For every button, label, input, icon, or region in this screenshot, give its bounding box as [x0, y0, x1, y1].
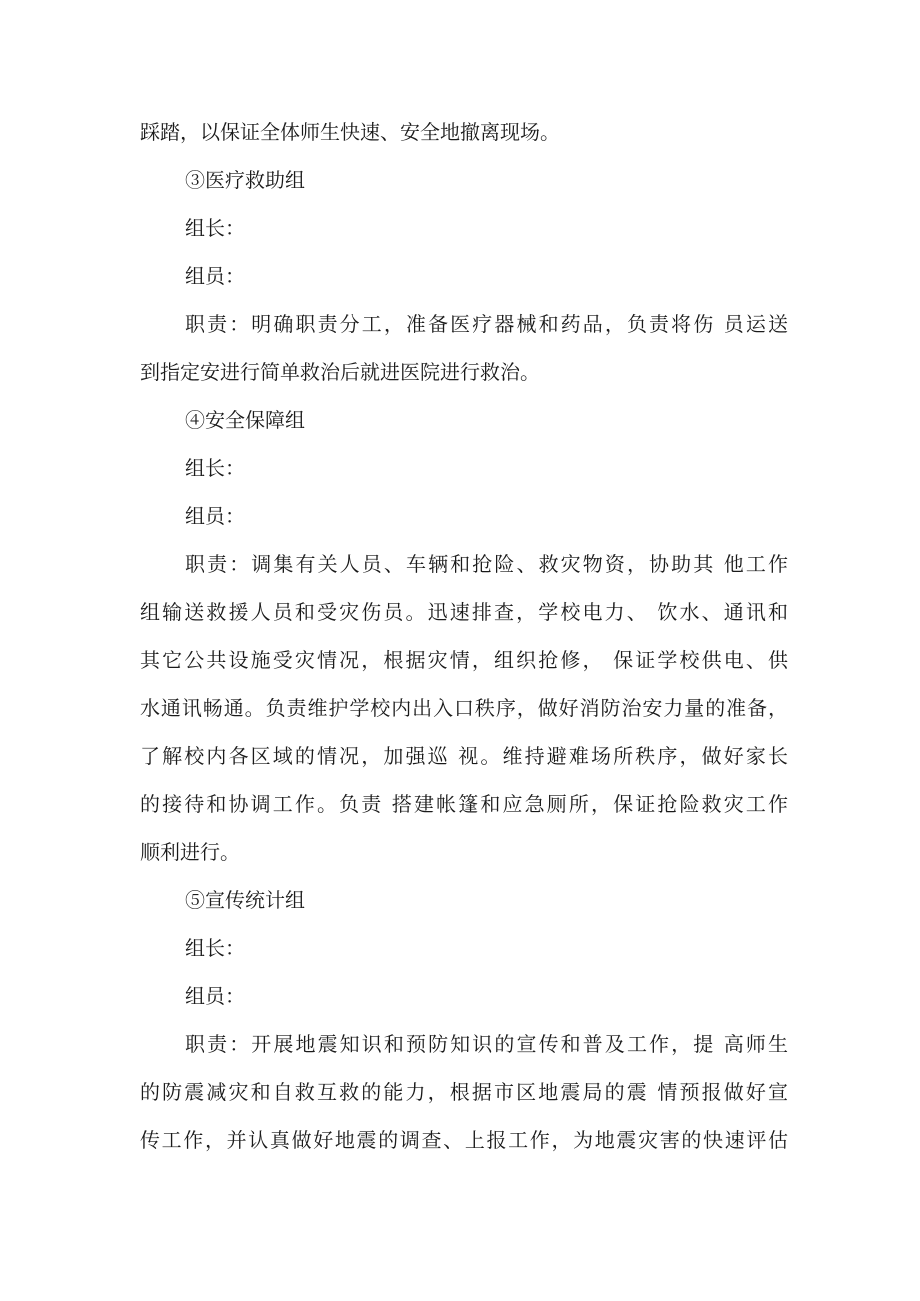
text-line: ④安全保障组: [185, 408, 305, 432]
text-line: 组员：: [185, 984, 245, 1008]
text-line: 其它公共设施受灾情况，根据灾情，组织抢修， 保证学校供电、供: [140, 648, 788, 672]
text-line: 职责：调集有关人员、车辆和抢险、救灾物资，协助其 他工作: [185, 552, 788, 576]
text-line: 的防震减灾和自救互救的能力，根据市区地震局的震 情预报做好宣: [140, 1080, 788, 1104]
text-line: 组长：: [185, 936, 245, 960]
text-line: 组员：: [185, 264, 245, 288]
text-line: 了解校内各区域的情况，加强巡 视。维持避难场所秩序，做好家长: [140, 744, 788, 768]
text-line: 的接待和协调工作。负责 搭建帐篷和应急厕所，保证抢险救灾工作: [140, 792, 788, 816]
text-line: 传工作，并认真做好地震的调查、上报工作，为地震灾害的快速评估: [140, 1128, 788, 1152]
text-line: ③医疗救助组: [185, 168, 305, 192]
text-line: 组输送救援人员和受灾伤员。迅速排查，学校电力、 饮水、通讯和: [140, 600, 788, 624]
text-line: 踩踏，以保证全体师生快速、安全地撤离现场。: [140, 120, 560, 144]
text-line: 组员：: [185, 504, 245, 528]
text-line: 职责：开展地震知识和预防知识的宣传和普及工作，提 高师生: [185, 1032, 788, 1056]
text-line: 到指定安进行简单救治后就进医院进行救治。: [140, 360, 540, 384]
text-line: ⑤宣传统计组: [185, 888, 305, 912]
text-line: 顺利进行。: [140, 840, 240, 864]
text-line: 水通讯畅通。负责维护学校内出入口秩序，做好消防治安力量的准备，: [140, 696, 788, 720]
text-line: 职责：明确职责分工，准备医疗器械和药品，负责将伤 员运送: [185, 312, 788, 336]
document-body: [140, 108, 788, 1164]
text-line: 组长：: [185, 216, 245, 240]
text-line: 组长：: [185, 456, 245, 480]
